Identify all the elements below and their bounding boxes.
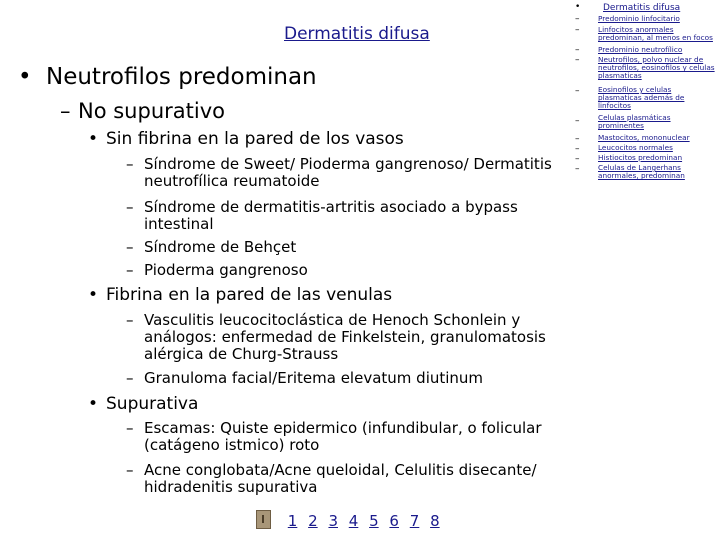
outline-dash: – bbox=[575, 134, 580, 144]
outline-link[interactable]: Mastocitos, mononuclear bbox=[598, 133, 690, 142]
dash-marker: – bbox=[126, 155, 134, 173]
outline-link[interactable]: Neutrofilos, polvo nuclear de neutrofilos, eosinofilos y celulas plasmaticas bbox=[598, 55, 715, 81]
page-link-5[interactable]: 5 bbox=[369, 512, 379, 530]
outline-link[interactable]: Celulas de Langerhans anormales, predominan bbox=[598, 163, 685, 181]
outline-dash: – bbox=[575, 154, 580, 164]
dash-marker: – bbox=[60, 99, 71, 123]
list-item bbox=[126, 370, 566, 387]
outline-link[interactable]: Predominio neutrofílico bbox=[598, 45, 683, 54]
bullet-no-supurativo bbox=[60, 99, 225, 123]
list-item-text: Síndrome de Sweet/ Pioderma gangrenoso/ Dermatitis neutrofílica reumatoide bbox=[144, 155, 552, 190]
bullet-text: Neutrofilos predominan bbox=[46, 64, 317, 90]
list-item-text: Escamas: Quiste epidermico (infundibular, o folicular (catágeno istmico) roto bbox=[144, 419, 542, 454]
outline-dash: – bbox=[575, 116, 580, 126]
list-item bbox=[126, 262, 566, 279]
list-item bbox=[126, 199, 566, 233]
list-item bbox=[126, 156, 566, 190]
list-item-text: Pioderma gangrenoso bbox=[144, 261, 308, 279]
page-link-3[interactable]: 3 bbox=[328, 512, 338, 530]
bullet-supurativa bbox=[88, 394, 198, 414]
outline-link[interactable]: Leucocitos normales bbox=[598, 143, 673, 152]
outline-link[interactable]: Eosinofilos y celulas plasmaticas además de linfocitos bbox=[598, 85, 685, 111]
bullet-marker: • bbox=[18, 64, 32, 90]
list-item bbox=[126, 420, 566, 454]
bullet-marker: • bbox=[88, 285, 99, 305]
page-link-7[interactable]: 7 bbox=[409, 512, 420, 530]
dash-marker: – bbox=[126, 369, 134, 387]
outline-dash: – bbox=[575, 55, 580, 65]
bullet-marker: • bbox=[88, 129, 99, 149]
page-link-4[interactable]: 4 bbox=[348, 512, 359, 530]
outline-dash: – bbox=[575, 14, 580, 24]
bullet-neutrofilos bbox=[18, 64, 317, 90]
bullet-text: Sin fibrina en la pared de los vasos bbox=[106, 129, 404, 149]
dash-marker: – bbox=[126, 261, 134, 279]
bullet-sin-fibrina bbox=[88, 129, 404, 149]
outline-link[interactable]: Predominio linfocitario bbox=[598, 14, 680, 23]
outline-link[interactable]: Celulas plasmáticas prominentes bbox=[598, 113, 671, 131]
list-item bbox=[126, 312, 566, 363]
list-item-text: Vasculitis leucocitoclástica de Henoch Schonlein y análogos: enfermedad de Finkelstein, granulomatosis alérgica de Churg-Strauss bbox=[144, 311, 546, 363]
page-link-8[interactable]: 8 bbox=[430, 512, 440, 530]
outline-title-link[interactable]: Dermatitis difusa bbox=[603, 3, 681, 13]
bullet-text: Supurativa bbox=[106, 394, 199, 414]
outline-dash: – bbox=[575, 25, 580, 35]
bullet-text: No supurativo bbox=[78, 99, 225, 123]
list-item-text: Síndrome de Behçet bbox=[144, 238, 297, 256]
page-link-1[interactable]: 1 bbox=[287, 512, 298, 530]
dash-marker: – bbox=[126, 311, 134, 329]
page-link-6[interactable]: 6 bbox=[389, 512, 399, 530]
list-item bbox=[126, 239, 566, 256]
book-icon[interactable] bbox=[256, 510, 271, 529]
outline-link[interactable]: Histiocitos predominan bbox=[598, 153, 683, 162]
bullet-text: Fibrina en la pared de las venulas bbox=[106, 285, 393, 305]
list-item-text: Granuloma facial/Eritema elevatum diutinum bbox=[144, 369, 484, 387]
page-navigation bbox=[256, 510, 446, 530]
list-item bbox=[126, 462, 566, 496]
outline-dash: – bbox=[575, 45, 580, 55]
dash-marker: – bbox=[126, 461, 134, 479]
outline-dash: – bbox=[575, 164, 580, 174]
dash-marker: – bbox=[126, 238, 134, 256]
outline-link[interactable]: Linfocitos anormales predominan, al menos en focos bbox=[598, 25, 713, 43]
outline-dash: – bbox=[575, 86, 580, 96]
list-item-text: Acne conglobata/Acne queloidal, Celulitis disecante/ hidradenitis supurativa bbox=[144, 461, 537, 496]
dash-marker: – bbox=[126, 198, 134, 216]
outline-dash: – bbox=[575, 144, 580, 154]
dash-marker: – bbox=[126, 419, 134, 437]
list-item-text: Síndrome de dermatitis-artritis asociado a bypass intestinal bbox=[144, 198, 518, 233]
outline-bullet: • bbox=[575, 2, 581, 12]
title-link[interactable]: Dermatitis difusa bbox=[284, 24, 430, 44]
bullet-marker: • bbox=[88, 394, 99, 414]
bullet-fibrina bbox=[88, 285, 392, 305]
page-link-2[interactable]: 2 bbox=[308, 512, 318, 530]
